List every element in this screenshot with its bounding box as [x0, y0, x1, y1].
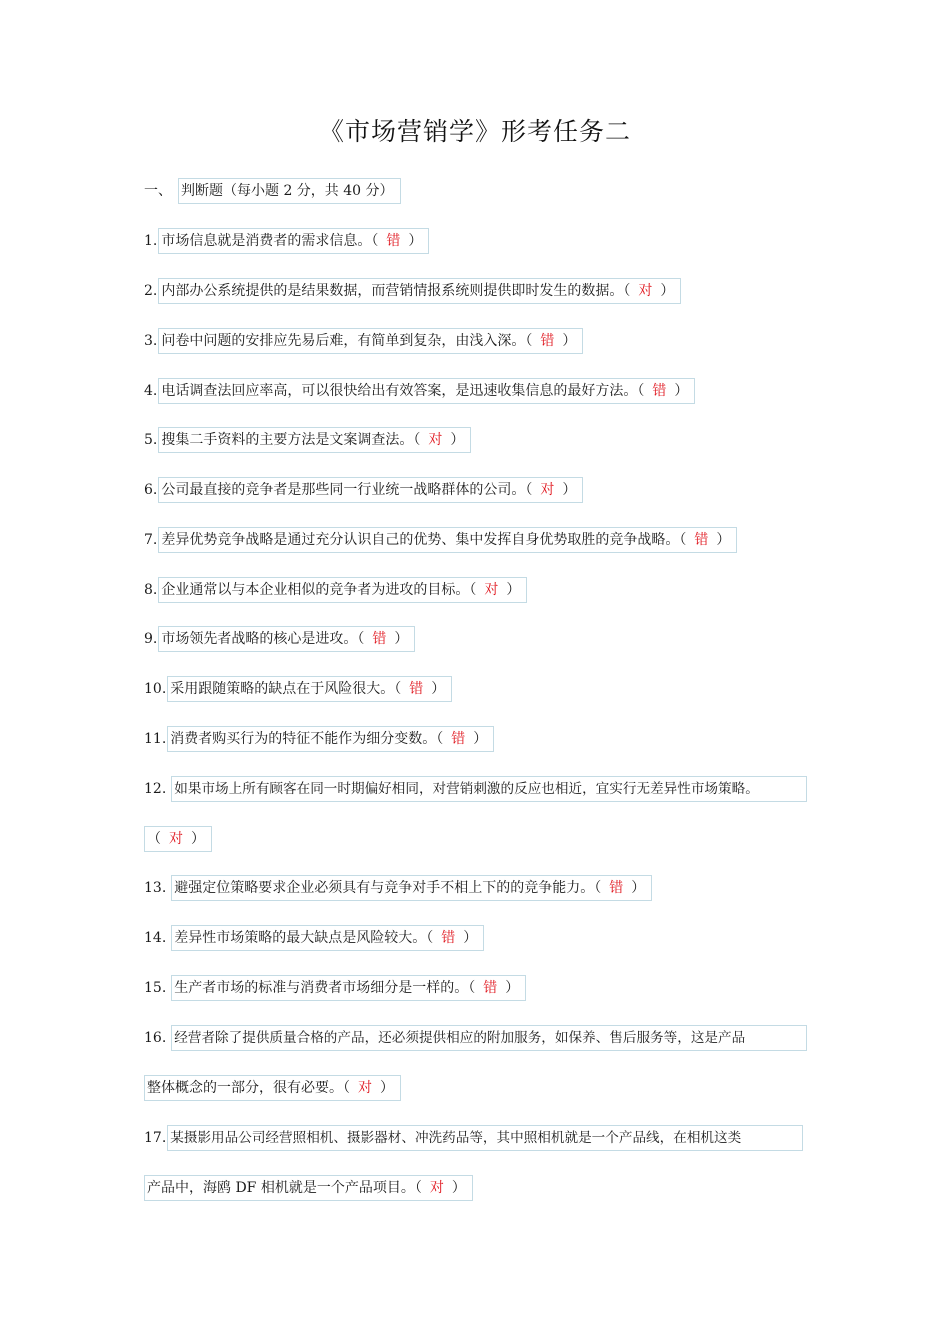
question-text: 避强定位策略要求企业必须具有与竞争对手不相上下的的竞争能力。: [174, 880, 595, 896]
question-17-cont: [144, 1175, 473, 1201]
question-box: 搜集二手资料的主要方法是文案调查法。（ 对 ）: [158, 427, 471, 453]
question-number: 5.: [144, 432, 158, 448]
question-text: 搜集二手资料的主要方法是文案调查法。: [161, 432, 414, 448]
question-text: 企业通常以与本企业相似的竞争者为进攻的目标。: [161, 582, 470, 598]
question-box: 内部办公系统提供的是结果数据，而营销情报系统则提供即时发生的数据。（ 对 ）: [158, 278, 681, 304]
question-box: [167, 1125, 803, 1151]
question-text: 采用跟随策略的缺点在于风险很大。: [170, 681, 395, 697]
question-10: [144, 676, 452, 702]
answer-mark: 错: [409, 681, 424, 697]
question-11: [144, 726, 494, 752]
section-label-box: [178, 178, 401, 204]
question-text: 产品中，海鸥 DF 相机就是一个产品项目。: [147, 1180, 415, 1196]
question-text: 市场领先者战略的核心是进攻。: [161, 631, 358, 647]
question-number: 6.: [144, 482, 158, 498]
question-number: 8.: [144, 582, 158, 598]
answer-mark: 错: [451, 731, 466, 747]
answer-mark: 错: [694, 532, 709, 548]
section-prefix: 一、: [144, 183, 172, 199]
question-13: [144, 875, 652, 901]
question-number: 2.: [144, 283, 158, 299]
question-15: [144, 975, 526, 1001]
question-number: 15.: [144, 980, 167, 996]
question-number: 3.: [144, 333, 158, 349]
question-box: 采用跟随策略的缺点在于风险很大。（ 错 ）: [167, 676, 452, 702]
question-box: [171, 776, 807, 802]
question-text: 公司最直接的竞争者是那些同一行业统一战略群体的公司。: [161, 482, 526, 498]
answer-mark: 对: [484, 582, 499, 598]
question-text: 如果市场上所有顾客在同一时期偏好相同，对营销刺激的反应也相近，宜实行无差异性市场策略。: [174, 781, 759, 797]
section-heading: [144, 178, 401, 204]
question-box: 电话调查法回应率高，可以很快给出有效答案，是迅速收集信息的最好方法。（ 错 ）: [158, 378, 695, 404]
question-number: 9.: [144, 631, 158, 647]
question-number: 12.: [144, 781, 167, 797]
question-16: [144, 1025, 807, 1051]
answer-mark: 对: [358, 1080, 372, 1096]
question-4: [144, 378, 695, 404]
question-box: 差异性市场策略的最大缺点是风险较大。（ 错 ）: [171, 925, 484, 951]
question-6: [144, 477, 583, 503]
answer-mark: 错: [540, 333, 555, 349]
question-text: 问卷中问题的安排应先易后难，有简单到复杂，由浅入深。: [161, 333, 526, 349]
question-number: 16.: [144, 1030, 167, 1046]
question-text: 电话调查法回应率高，可以很快给出有效答案，是迅速收集信息的最好方法。: [161, 383, 638, 399]
question-7: [144, 527, 737, 553]
question-number: 7.: [144, 532, 158, 548]
question-box-cont: 整体概念的一部分，很有必要。（ 对 ）: [144, 1075, 401, 1101]
question-text: 市场信息就是消费者的需求信息。: [161, 233, 372, 249]
question-box: 问卷中问题的安排应先易后难，有简单到复杂，由浅入深。（ 错 ）: [158, 328, 583, 354]
question-text: 经营者除了提供质量合格的产品，还必须提供相应的附加服务，如保养、售后服务等，这是产品: [174, 1030, 746, 1046]
question-text: 内部办公系统提供的是结果数据，而营销情报系统则提供即时发生的数据。: [161, 283, 624, 299]
question-box: 生产者市场的标准与消费者市场细分是一样的。（ 错 ）: [171, 975, 526, 1001]
answer-mark: 错: [483, 980, 498, 996]
question-number: 1.: [144, 233, 158, 249]
answer-mark: 错: [609, 880, 624, 896]
question-box: 差异优势竞争战略是通过充分认识自己的优势、集中发挥自身优势取胜的竞争战略。（ 错 ）: [158, 527, 737, 553]
question-number: 11.: [144, 731, 167, 747]
question-number: 14.: [144, 930, 167, 946]
question-16-cont: [144, 1075, 401, 1101]
question-box: 市场领先者战略的核心是进攻。（ 错 ）: [158, 626, 415, 652]
question-number: 17.: [144, 1130, 167, 1146]
question-5: [144, 427, 471, 453]
section-label: 判断题（每小题 2 分，共 40 分）: [181, 183, 394, 199]
document-title: 《市场营销学》形考任务二: [318, 117, 631, 146]
question-text: 某摄影用品公司经营照相机、摄影器材、冲洗药品等，其中照相机就是一个产品线，在相机这类: [170, 1130, 742, 1146]
question-text: 差异性市场策略的最大缺点是风险较大。: [174, 930, 427, 946]
answer-mark: 对: [169, 831, 183, 847]
question-number: 4.: [144, 383, 158, 399]
question-8: [144, 577, 527, 603]
question-14: [144, 925, 484, 951]
answer-mark: 错: [652, 383, 667, 399]
question-17: [144, 1125, 803, 1151]
question-text: 整体概念的一部分，很有必要。: [147, 1080, 343, 1096]
answer-mark: 对: [428, 432, 443, 448]
answer-mark: 对: [638, 283, 653, 299]
question-9: [144, 626, 415, 652]
question-box: 避强定位策略要求企业必须具有与竞争对手不相上下的的竞争能力。（ 错 ）: [171, 875, 652, 901]
question-12-answer: [144, 826, 212, 852]
answer-mark: 对: [540, 482, 555, 498]
question-1: [144, 228, 429, 254]
question-box: [171, 1025, 807, 1051]
question-box: 公司最直接的竞争者是那些同一行业统一战略群体的公司。（ 对 ）: [158, 477, 583, 503]
answer-mark: 错: [372, 631, 387, 647]
question-number: 13.: [144, 880, 167, 896]
answer-mark: 错: [386, 233, 401, 249]
question-12: [144, 776, 807, 802]
question-text: 差异优势竞争战略是通过充分认识自己的优势、集中发挥自身优势取胜的竞争战略。: [161, 532, 680, 548]
question-2: [144, 278, 681, 304]
question-text: 消费者购买行为的特征不能作为细分变数。: [170, 731, 437, 747]
answer-mark: 错: [441, 930, 456, 946]
question-box: 企业通常以与本企业相似的竞争者为进攻的目标。（ 对 ）: [158, 577, 527, 603]
question-text: 生产者市场的标准与消费者市场细分是一样的。: [174, 980, 469, 996]
question-box-cont: 产品中，海鸥 DF 相机就是一个产品项目。（ 对 ）: [144, 1175, 473, 1201]
question-number: 10.: [144, 681, 167, 697]
question-box: 市场信息就是消费者的需求信息。（ 错 ）: [158, 228, 429, 254]
answer-mark: 对: [429, 1180, 444, 1196]
question-3: [144, 328, 583, 354]
answer-box: （ 对 ）: [144, 826, 212, 852]
question-box: 消费者购买行为的特征不能作为细分变数。（ 错 ）: [167, 726, 494, 752]
